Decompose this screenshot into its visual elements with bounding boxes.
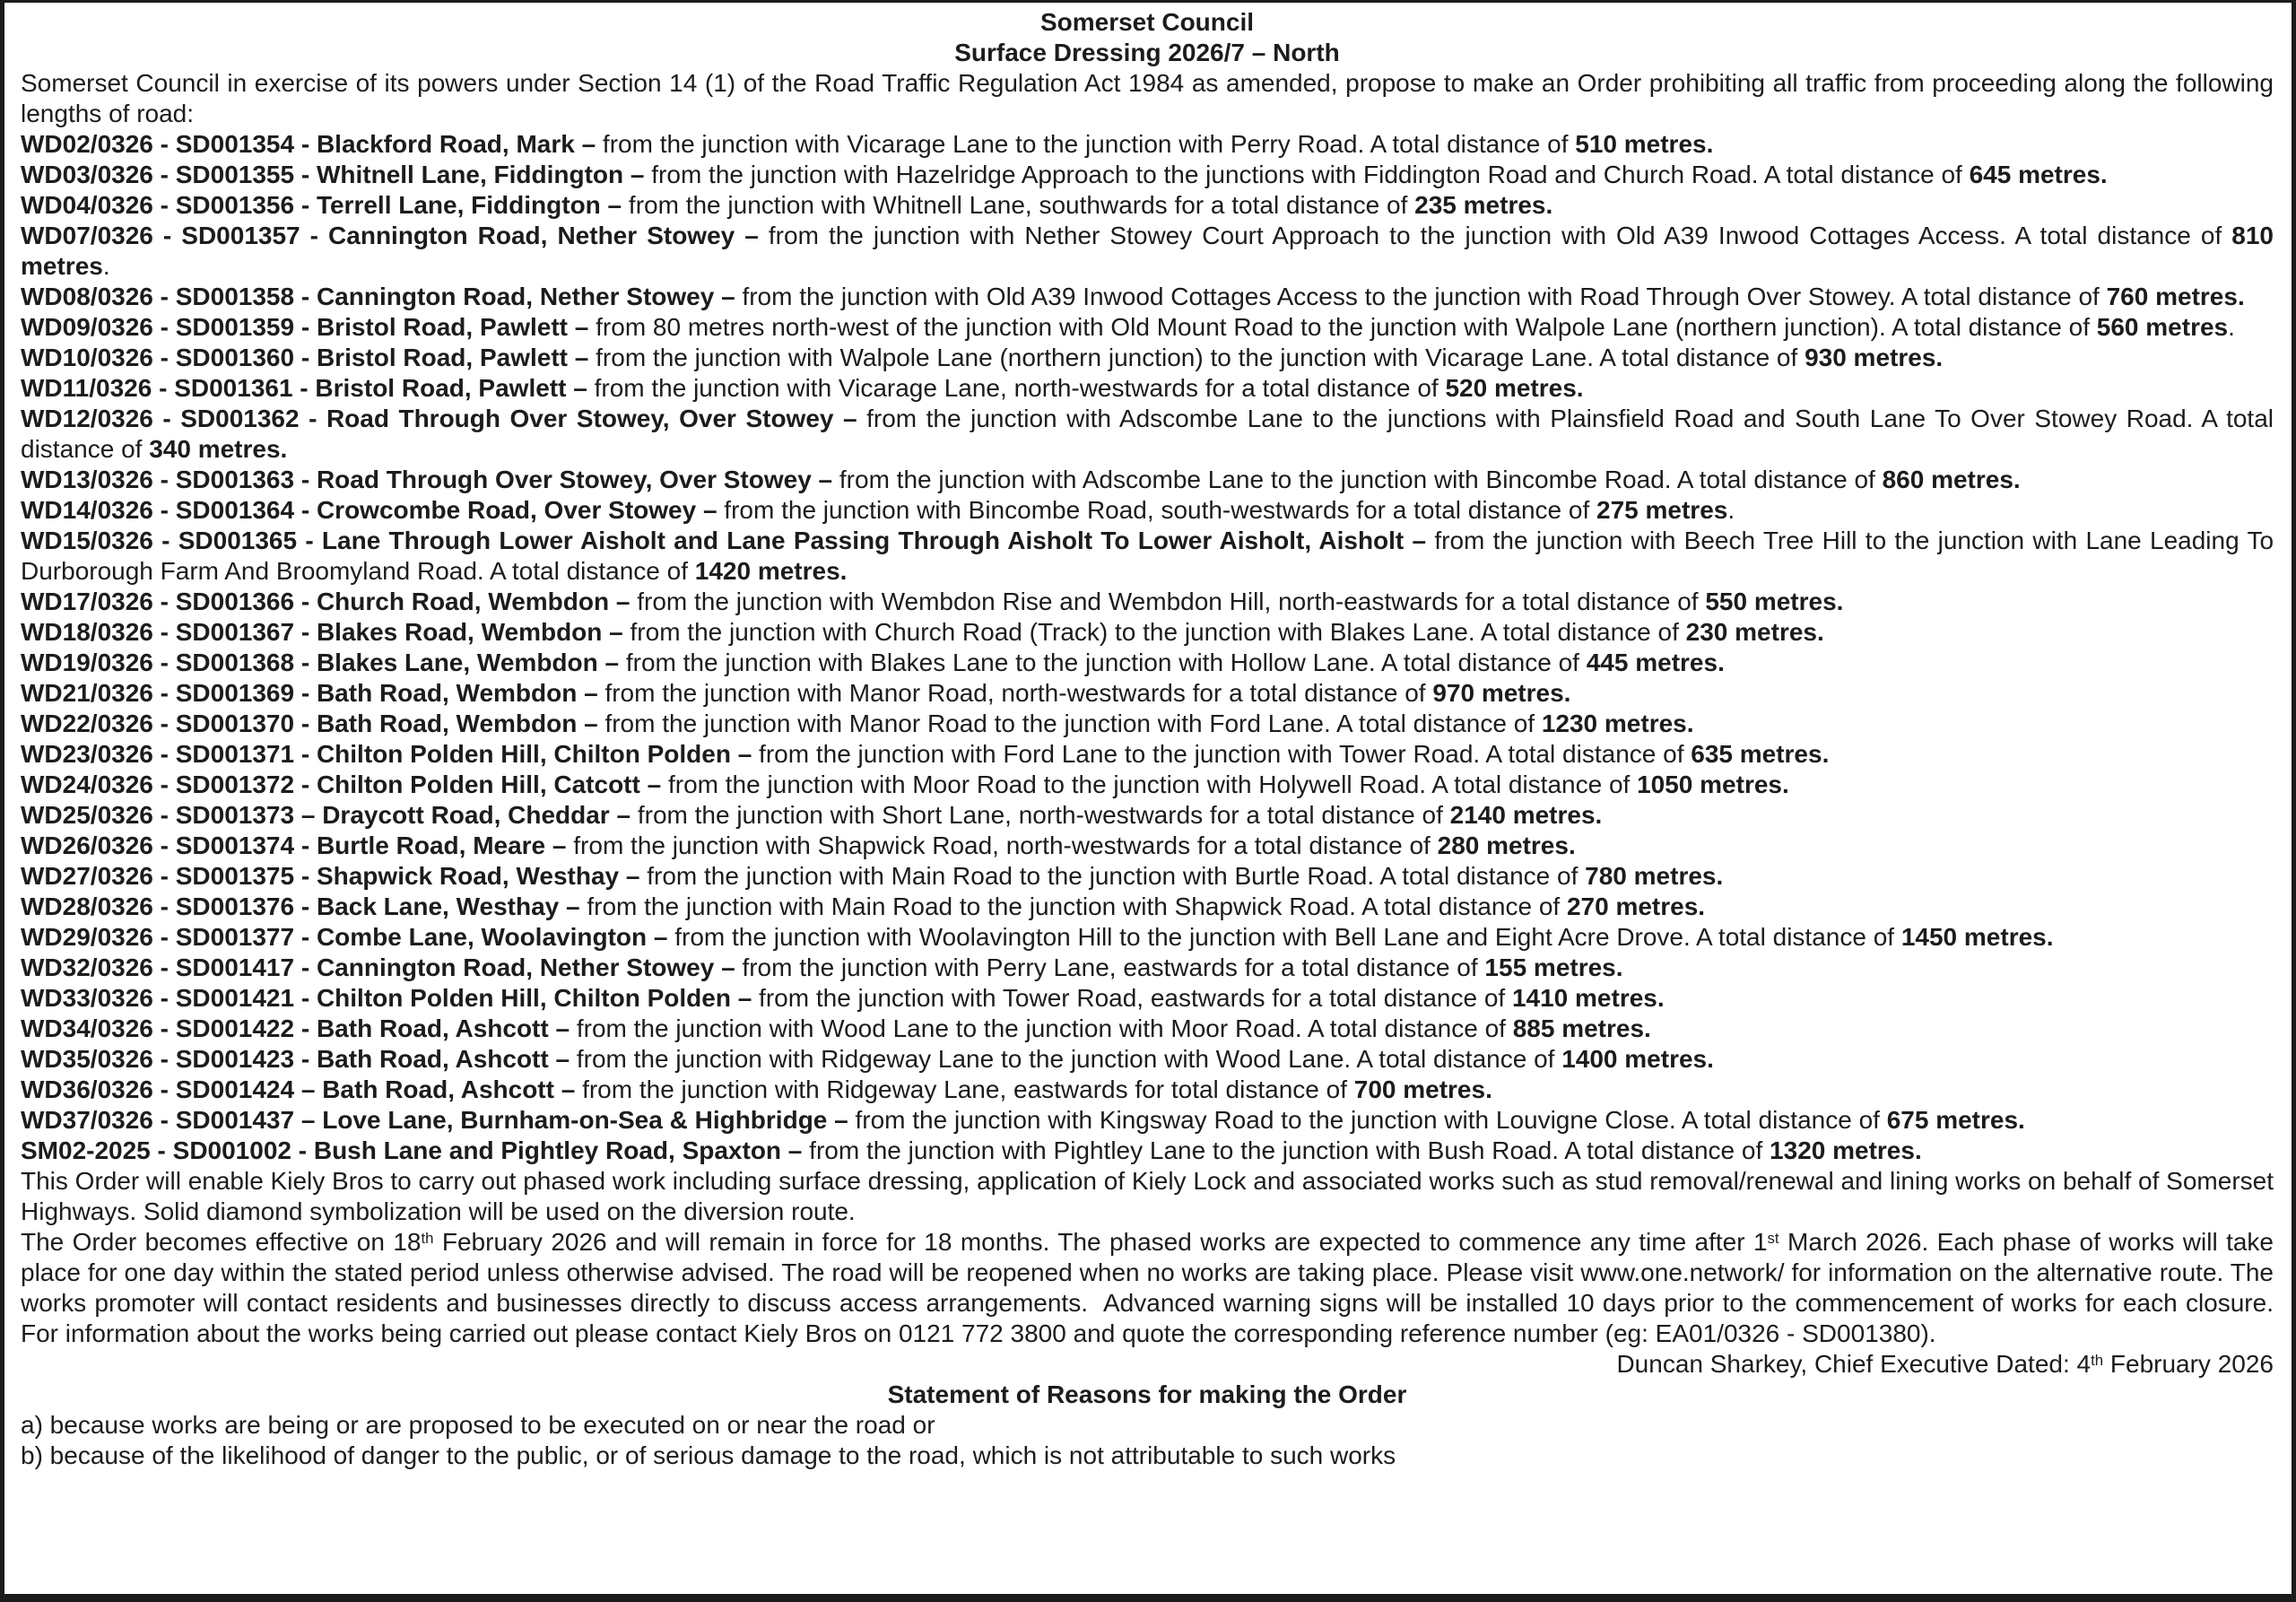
notice-paragraph: WD27/0326 - SD001375 - Shapwick Road, Westhay – from the junction with Main Road to the junction with Burtle Road. A total distance of 780 metres. xyxy=(21,862,1724,890)
notice-paragraph: WD07/0326 - SD001357 - Cannington Road, Nether Stowey – from the junction with Nether Stowey Court Approach to the junction with Old A39 Inwood Cottages Access. A total distance of 810 metres. xyxy=(21,222,2274,280)
notice-paragraph: SM02-2025 - SD001002 - Bush Lane and Pightley Road, Spaxton – from the junction with Pightley Lane to the junction with Bush Road. A total distance of 1320 metres. xyxy=(21,1136,1922,1164)
reason-a: a) because works are being or are proposed to be executed on or near the road or xyxy=(21,1411,935,1439)
notice-paragraph: WD18/0326 - SD001367 - Blakes Road, Wembdon – from the junction with Church Road (Track) to the junction with Blakes Lane. A total distance of 230 metres. xyxy=(21,618,1824,646)
notice-paragraph: WD09/0326 - SD001359 - Bristol Road, Pawlett – from 80 metres north-west of the junction with Old Mount Road to the junction with Walpole Lane (northern junction). A total distance of 560 metres. xyxy=(21,313,2235,341)
notice-paragraph: WD21/0326 - SD001369 - Bath Road, Wembdon – from the junction with Manor Road, north-westwards for a total distance of 970 metres. xyxy=(21,679,1571,707)
notice-paragraph: WD23/0326 - SD001371 - Chilton Polden Hill, Chilton Polden – from the junction with Ford Lane to the junction with Tower Road. A total distance of 635 metres. xyxy=(21,740,1830,768)
notice-paragraph: WD10/0326 - SD001360 - Bristol Road, Pawlett – from the junction with Walpole Lane (northern junction) to the junction with Vicarage Lane. A total distance of 930 metres. xyxy=(21,344,1944,371)
notice-paragraph: WD14/0326 - SD001364 - Crowcombe Road, Over Stowey – from the junction with Bincombe Road, south-westwards for a total distance of 275 metres. xyxy=(21,496,1735,524)
notice-paragraph: WD29/0326 - SD001377 - Combe Lane, Woolavington – from the junction with Woolavington Hill to the junction with Bell Lane and Eight Acre Drove. A total distance of 1450 metres. xyxy=(21,923,2054,951)
notice-paragraph: WD17/0326 - SD001366 - Church Road, Wembdon – from the junction with Wembdon Rise and Wembdon Hill, north-eastwards for a total distance of 550 metres. xyxy=(21,588,1844,615)
notice-paragraph: WD08/0326 - SD001358 - Cannington Road, Nether Stowey – from the junction with Old A39 Inwood Cottages Access to the junction with Road Through Over Stowey. A total distance of 760 metres. xyxy=(21,283,2245,310)
notice-paragraph: WD33/0326 - SD001421 - Chilton Polden Hill, Chilton Polden – from the junction with Tower Road, eastwards for a total distance of 1410 metres. xyxy=(21,984,1665,1012)
notice-paragraph: WD12/0326 - SD001362 - Road Through Over Stowey, Over Stowey – from the junction with Adscombe Lane to the junctions with Plainsfield Road and South Lane To Over Stowey Road. A total distance of 340 metres. xyxy=(21,405,2274,463)
notice-paragraph: WD11/0326 - SD001361 - Bristol Road, Pawlett – from the junction with Vicarage Lane, north-westwards for a total distance of 520 metres. xyxy=(21,374,1584,402)
notice-paragraph: WD37/0326 - SD001437 – Love Lane, Burnham-on-Sea & Highbridge – from the junction with Kingsway Road to the junction with Louvigne Close. A total distance of 675 metres. xyxy=(21,1106,2025,1134)
notice-paragraph: This Order will enable Kiely Bros to carry out phased work including surface dressing, application of Kiely Lock and associated works such as stud removal/renewal and lining works on behalf of Somerset Highways. Solid diamond symbolization will be used on the diversion route. xyxy=(21,1167,2274,1225)
notice-paragraph: WD02/0326 - SD001354 - Blackford Road, Mark – from the junction with Vicarage Lane to the junction with Perry Road. A total distance of 510 metres. xyxy=(21,130,1714,158)
notice-paragraph: WD22/0326 - SD001370 - Bath Road, Wembdon – from the junction with Manor Road to the junction with Ford Lane. A total distance of 1230 metres. xyxy=(21,710,1694,737)
notice-subtitle: Surface Dressing 2026/7 – North xyxy=(954,39,1340,66)
order-info-paragraphs xyxy=(21,1166,2274,1349)
notice-paragraph: WD04/0326 - SD001356 - Terrell Lane, Fiddington – from the junction with Whitnell Lane, southwards for a total distance of 235 metres. xyxy=(21,191,1553,219)
notice-paragraph: WD35/0326 - SD001423 - Bath Road, Ashcott – from the junction with Ridgeway Lane to the junction with Wood Lane. A total distance of 1400 metres. xyxy=(21,1045,1714,1073)
notice-paragraph: WD28/0326 - SD001376 - Back Lane, Westhay – from the junction with Main Road to the junction with Shapwick Road. A total distance of 270 metres. xyxy=(21,892,1706,920)
notice-paragraph: WD15/0326 - SD001365 - Lane Through Lower Aisholt and Lane Passing Through Aisholt To Lower Aisholt, Aisholt – from the junction with Beech Tree Hill to the junction with Lane Leading To Durborough Farm And Broomyland Road. A total distance of 1420 metres. xyxy=(21,527,2274,585)
notice-paragraph: WD32/0326 - SD001417 - Cannington Road, Nether Stowey – from the junction with Perry Lane, eastwards for a total distance of 155 metres. xyxy=(21,953,1623,981)
road-entries-list xyxy=(21,129,2274,1166)
notice-title: Somerset Council xyxy=(1039,8,1255,36)
intro-paragraph: Somerset Council in exercise of its powers under Section 14 (1) of the Road Traffic Regulation Act 1984 as amended, propose to make an Order prohibiting all traffic from proceeding along the following lengths of road: xyxy=(21,69,2274,127)
notice-paragraph: WD19/0326 - SD001368 - Blakes Lane, Wembdon – from the junction with Blakes Lane to the junction with Hollow Lane. A total distance of 445 metres. xyxy=(21,649,1725,676)
notice-paragraph: WD13/0326 - SD001363 - Road Through Over Stowey, Over Stowey – from the junction with Adscombe Lane to the junction with Bincombe Road. A total distance of 860 metres. xyxy=(21,466,2021,493)
notice-paragraph: WD26/0326 - SD001374 - Burtle Road, Meare – from the junction with Shapwick Road, north-westwards for a total distance of 280 metres. xyxy=(21,831,1576,859)
notice-paragraph: WD34/0326 - SD001422 - Bath Road, Ashcott – from the junction with Wood Lane to the junction with Moor Road. A total distance of 885 metres. xyxy=(21,1014,1651,1042)
notice-paragraph: The Order becomes effective on 18th February 2026 and will remain in force for 18 months. The phased works are expected to commence any time after 1st March 2026. Each phase of works will take place for one day within the stated period unless otherwise advised. The road will be reopened when no works are taking place. Please visit www.one.network/ for information on the alternative route. The works promoter will contact residents and businesses directly to discuss access arrangements. Advanced warning signs will be installed 10 days prior to the commencement of works for each closure. For information about the works being carried out please contact Kiely Bros on 0121 772 3800 and quote the corresponding reference number (eg: EA01/0326 - SD001380). xyxy=(21,1228,2274,1347)
notice-paragraph: WD24/0326 - SD001372 - Chilton Polden Hill, Catcott – from the junction with Moor Road to the junction with Holywell Road. A total distance of 1050 metres. xyxy=(21,771,1789,798)
signature-line: Duncan Sharkey, Chief Executive Dated: 4th February 2026 xyxy=(1616,1350,2274,1378)
notice-paragraph: WD25/0326 - SD001373 – Draycott Road, Cheddar – from the junction with Short Lane, north-westwards for a total distance of 2140 metres. xyxy=(21,801,1603,829)
statement-of-reasons-heading: Statement of Reasons for making the Order xyxy=(887,1380,1407,1408)
notice-paragraph: WD03/0326 - SD001355 - Whitnell Lane, Fiddington – from the junction with Hazelridge Approach to the junctions with Fiddington Road and Church Road. A total distance of 645 metres. xyxy=(21,161,2108,188)
notice-paragraph: WD36/0326 - SD001424 – Bath Road, Ashcott – from the junction with Ridgeway Lane, eastwards for total distance of 700 metres. xyxy=(21,1075,1492,1103)
reason-b: b) because of the likelihood of danger to the public, or of serious damage to the road, which is not attributable to such works xyxy=(21,1441,1396,1469)
